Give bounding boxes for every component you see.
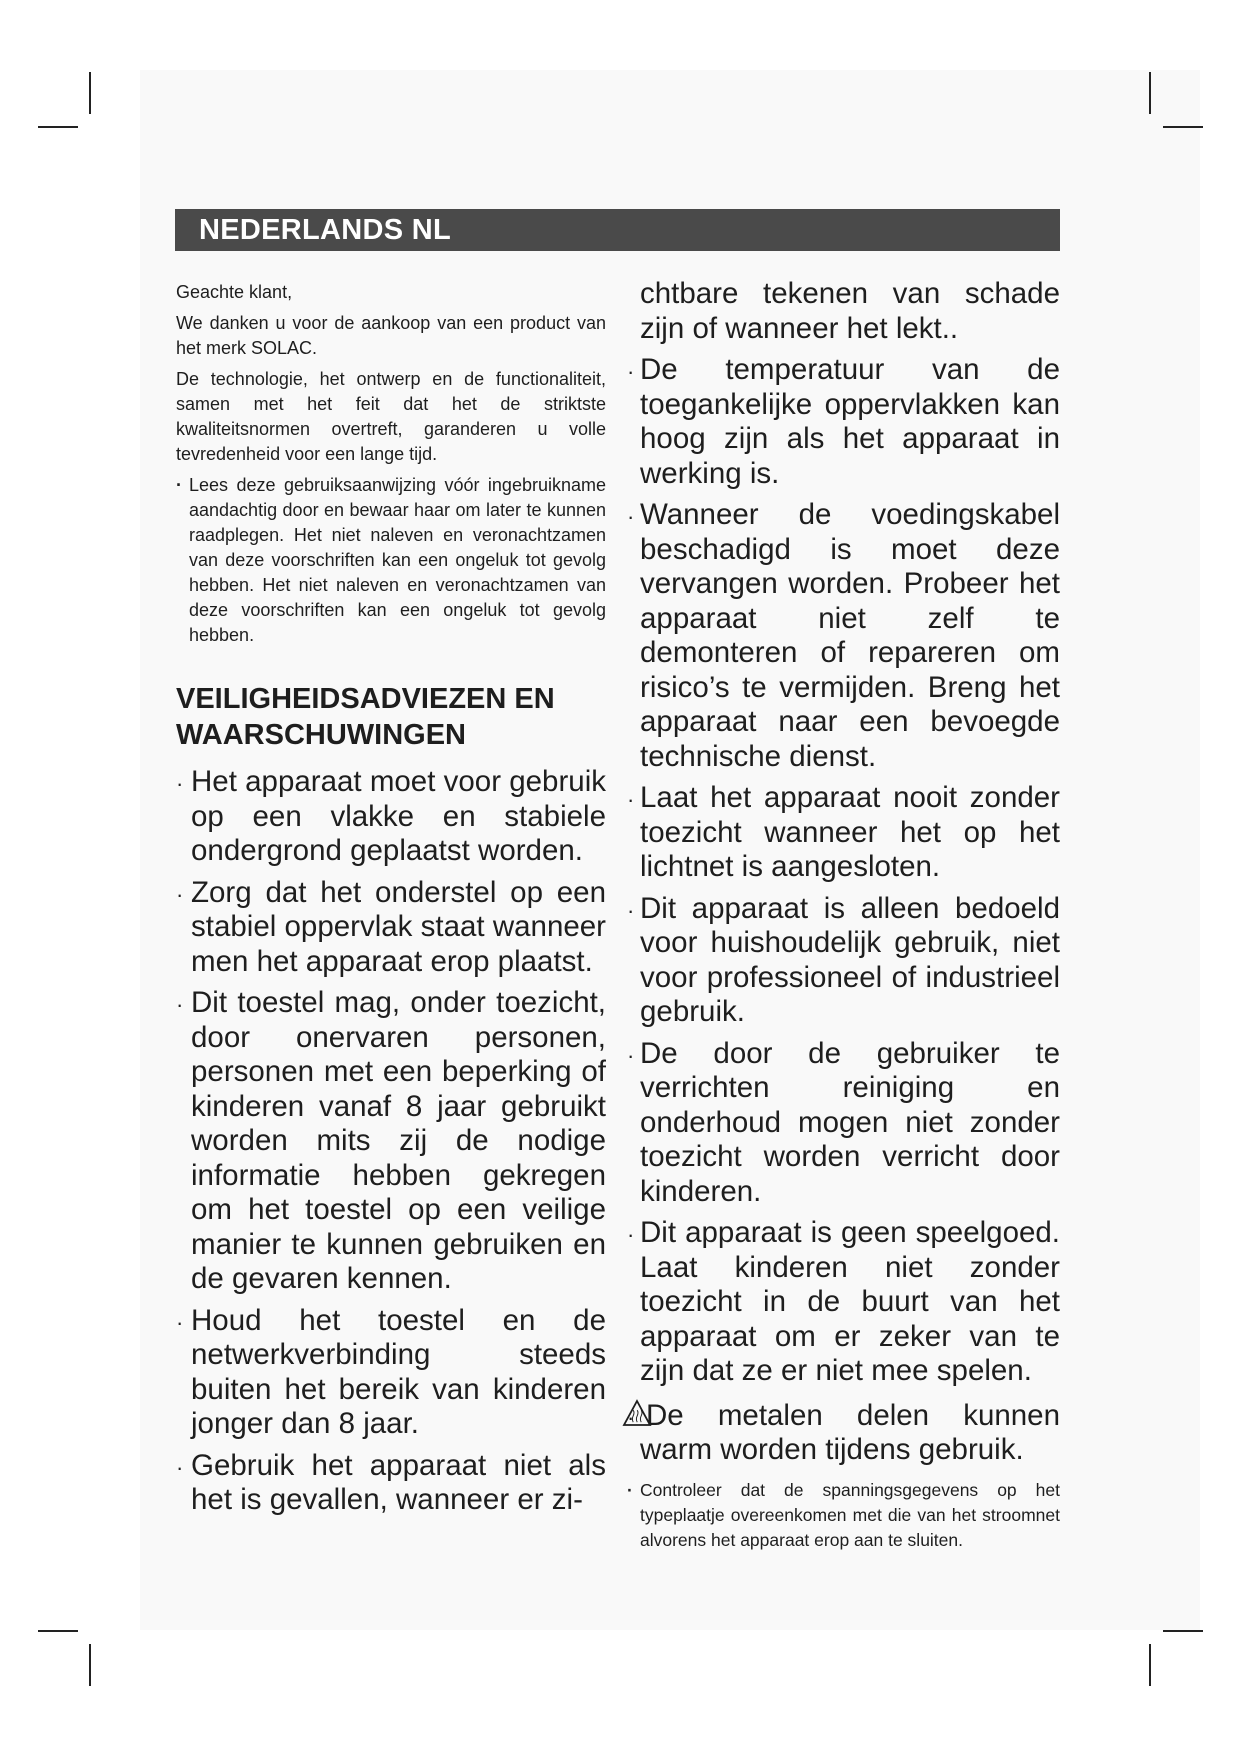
list-item: · Dit apparaat is geen speelgoed. Laat kinderen niet zonder toezicht in de buurt van het apparaat om er zeker van te zijn dat ze er niet mee spelen.: [640, 1216, 1060, 1389]
list-item: · Dit apparaat is alleen bedoeld voor huishoudelijk gebruik, niet voor professioneel of industrieel gebruik.: [640, 892, 1060, 1030]
crop-mark: [1149, 72, 1151, 114]
crop-mark: [1163, 1630, 1203, 1632]
list-item: · Dit toestel mag, onder toezicht, door onervaren personen, personen met een beperking of kinderen vanaf 8 jaar gebruikt worden mits zij de nodige informatie hebben gekregen om het toestel op een veilige manier te kunnen gebruiken en de gevaren kennen.: [176, 986, 606, 1297]
left-column: [176, 280, 606, 1525]
greeting: Geachte klant,: [176, 282, 293, 302]
list-item: · Gebruik het apparaat niet als het is gevallen, wanneer er zi-: [176, 1449, 606, 1518]
section-title: VEILIGHEIDSADVIEZEN EN WAARSCHUWINGEN: [176, 683, 555, 751]
hot-surface-item: · De metalen delen kunnen warm worden tijdens gebruik.: [640, 1399, 1060, 1468]
crop-mark: [38, 1630, 78, 1632]
list-item: · De door de gebruiker te verrichten reiniging en onderhoud mogen niet zonder toezicht worden verricht door kinderen.: [640, 1037, 1060, 1210]
list-item: · De temperatuur van de toegankelijke oppervlakken kan hoog zijn als het apparaat in werking is.: [640, 353, 1060, 491]
right-column: [640, 277, 1060, 1553]
continued-text: chtbare tekenen van schade zijn of wanneer het lekt..: [640, 277, 1060, 345]
list-item: · Wanneer de voedingskabel beschadigd is moet deze vervangen worden. Probeer het apparaat niet zelf te demonteren of repareren om risico’s te vermijden. Breng het apparaat naar een bevoegde technische dienst.: [640, 498, 1060, 774]
intro-list: [176, 473, 606, 648]
list-item: · Houd het toestel en de netwerkverbinding steeds buiten het bereik van kinderen jonger dan 8 jaar.: [176, 1304, 606, 1442]
list-item: · Controleer dat de spanningsgegevens op het typeplaatje overeenkomen met die van het stroomnet alvorens het apparaat erop aan te sluiten.: [640, 1478, 1060, 1553]
crop-mark: [38, 126, 78, 128]
technology-paragraph: De technologie, het ontwerp en de functionaliteit, samen met het feit dat het de striktste kwaliteitsnormen overtreft, garanderen u volle tevredenheid voor een lange tijd.: [176, 369, 606, 464]
voltage-list: [640, 1478, 1060, 1553]
safety-list-right: [640, 353, 1060, 1468]
crop-mark: [89, 72, 91, 114]
list-item: · Laat het apparaat nooit zonder toezicht wanneer het op het lichtnet is aangesloten.: [640, 781, 1060, 885]
safety-list-left: [176, 765, 606, 1518]
crop-mark: [1163, 126, 1203, 128]
thanks-paragraph: We danken u voor de aankoop van een product van het merk SOLAC.: [176, 313, 606, 358]
list-item: · Lees deze gebruiksaanwijzing vóór ingebruikname aandachtig door en bewaar haar om later te kunnen raadplegen. Het niet naleven en veronachtzamen van deze voorschriften kan een ongeluk tot gevolg hebben. Het niet naleven en veronachtzamen van deze voorschriften kan een ongeluk tot gevolg hebben.: [176, 473, 606, 648]
list-item: · Het apparaat moet voor gebruik op een vlakke en stabiele ondergrond geplaatst worden.: [176, 765, 606, 869]
list-item: · Zorg dat het onderstel op een stabiel oppervlak staat wanneer men het apparaat erop plaatst.: [176, 876, 606, 980]
crop-mark: [89, 1644, 91, 1686]
language-header: NEDERLANDS NL: [175, 209, 1060, 251]
crop-mark: [1149, 1644, 1151, 1686]
